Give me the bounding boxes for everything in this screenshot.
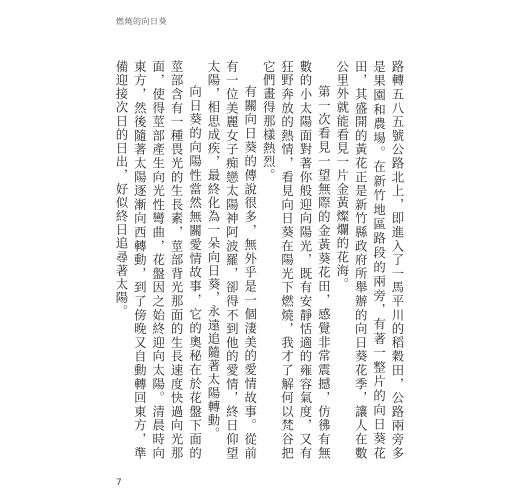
running-head: 燃燒的向日葵: [116, 17, 167, 26]
paragraph-1: 路轉五八五號公路北上，即進入了一馬平川的稻穀田，公路兩旁多是果園和農場。在新竹地區路段的兩旁，有著一整片的向日葵花田，其盛開的黃花正是新竹縣政府所舉辦的向日葵花季，讓人在數公里外就能看見一片金黃燦爛的花海。: [334, 60, 405, 460]
page-number: 7: [116, 478, 122, 488]
paragraph-3: 有關向日葵的傳說很多，無外乎是一個淒美的愛情故事。從前有一位美麗女子痴戀太陽神阿波羅，卻得不到他的愛情，終日仰望太陽，相思成疾，最終化為一朵向日葵，永遠追隨著太陽轉動。: [205, 60, 258, 460]
body-text: [113, 60, 406, 460]
paragraph-4: 向日葵的向陽性當然無關愛情故事，它的奧秘在於花盤下面的莖部含有一種畏光的生長素，莖部背光那面的生長速度快過向光那面，使得莖部產生向光性彎曲，花盤因之始終迎向太陽。清晨時向東方，然後隨著太陽逐漸向西轉動，到了傍晚又自動轉回東方，準備迎接次日的日出，好似終日追尋著太陽。: [113, 60, 203, 460]
paragraph-2: 第一次看見一望無際的金黃葵花田，感覺非常震撼，仿彿有無數的小太陽面對著你般迎向陽光，既有安靜恬適的雍容氣度，又有狂野奔放的熱情，看見向日葵在陽光下燃燒，我才了解何以梵谷把它們畫得那樣熱烈。: [261, 60, 332, 460]
vertical-text-column: [113, 60, 406, 460]
